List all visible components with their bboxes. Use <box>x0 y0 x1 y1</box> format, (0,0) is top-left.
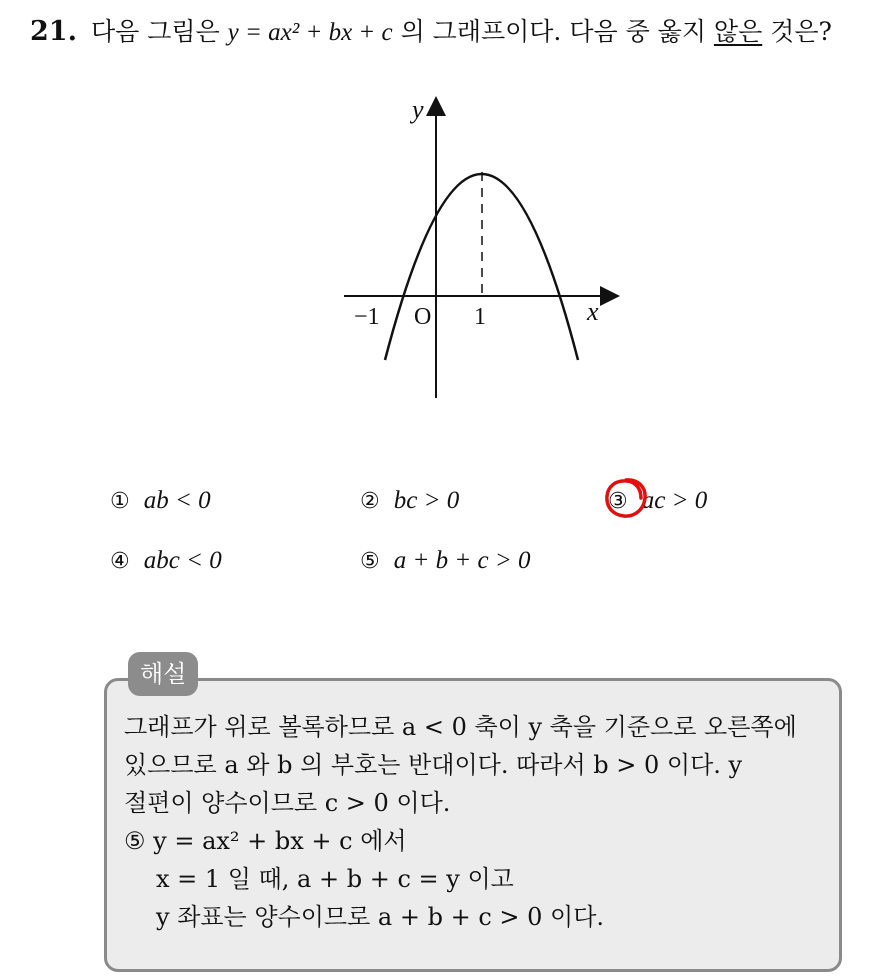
choice-1[interactable] <box>110 480 211 522</box>
solution-label: 해설 <box>128 652 198 696</box>
problem-text-before: 다음 그림은 <box>90 17 228 46</box>
choice-expression: bc > 0 <box>393 487 460 514</box>
choice-expression: a + b + c > 0 <box>393 547 531 574</box>
choice-2[interactable] <box>360 480 459 522</box>
choice-mark: ④ <box>110 549 130 574</box>
solution-line: y 좌표는 양수이므로 a + b + c > 0 이다. <box>156 903 605 931</box>
tick-label-one: 1 <box>474 304 486 330</box>
answer-circle-mark <box>603 476 649 520</box>
y-axis-label: y <box>412 95 424 124</box>
x-axis-label: x <box>587 297 599 326</box>
solution-content <box>124 708 832 936</box>
choice-mark: ② <box>360 489 380 514</box>
solution-line: 그래프가 위로 볼록하므로 a < 0 축이 y 축을 기준으로 오른쪽에 <box>124 713 797 741</box>
parabola-curve <box>385 174 578 360</box>
answer-choices <box>110 480 810 590</box>
solution-line: 절편이 양수이므로 c > 0 이다. <box>124 789 451 817</box>
problem-text-end: 것은? <box>762 17 832 46</box>
solution-line: x = 1 일 때, a + b + c = y 이고 <box>156 865 514 893</box>
choice-4[interactable] <box>110 540 222 582</box>
origin-label: O <box>414 304 432 330</box>
solution-line: 있으므로 a 와 b 의 부호는 반대이다. 따라서 b > 0 이다. y <box>124 751 743 779</box>
choice-mark: ⑤ <box>360 549 380 574</box>
choice-expression: abc < 0 <box>143 547 222 574</box>
problem-number: 21. <box>30 16 77 47</box>
choice-expression: ab < 0 <box>143 487 211 514</box>
problem-equation: y = ax² + bx + c <box>227 19 393 46</box>
tick-label-minus-one: −1 <box>354 304 380 330</box>
choice-expression: ac > 0 <box>641 487 708 514</box>
choice-mark: ① <box>110 489 130 514</box>
parabola-graph <box>330 88 630 408</box>
problem-text-after: 의 그래프이다. 다음 중 옳지 <box>392 17 714 46</box>
choice-5[interactable] <box>360 540 530 582</box>
choice-mark: ③ <box>608 489 628 514</box>
problem-statement <box>30 14 870 51</box>
problem-emphasis: 않은 <box>713 17 763 46</box>
solution-line: ⑤ y = ax² + bx + c 에서 <box>124 827 407 855</box>
